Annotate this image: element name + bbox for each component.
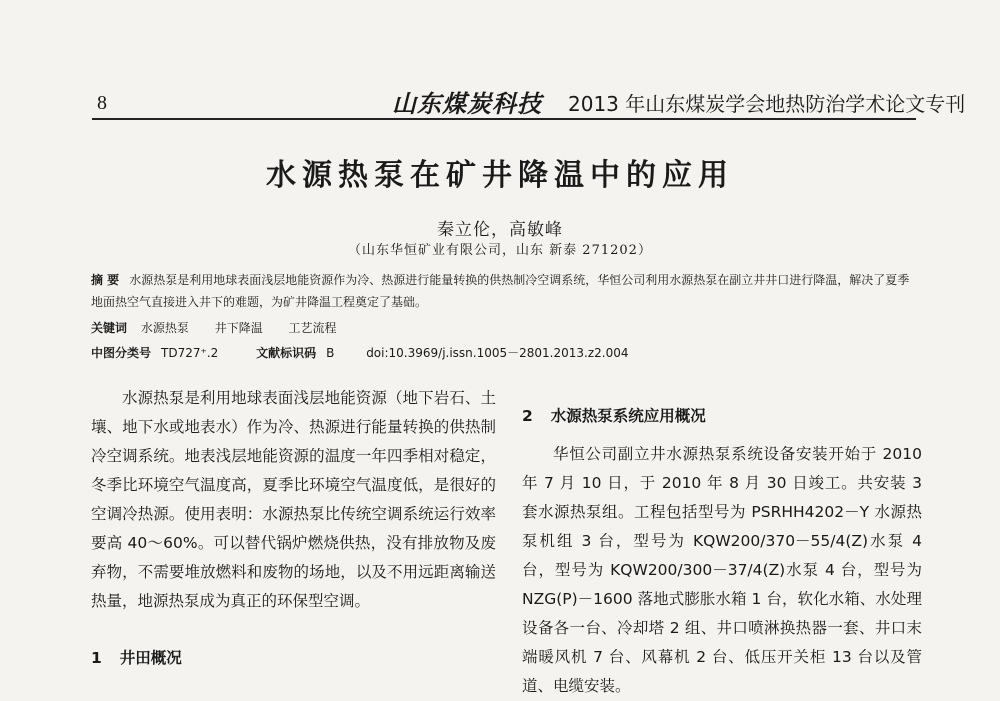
affiliation: （山东华恒矿业有限公司，山东 新泰 271202） [348,243,652,258]
section-2-paragraph: 华恒公司副立井水源热泵系统设备安装开始于 2010 年 7 月 10 日，于 2010 年 8 月 30 日竣工。共安装 3 套水源热泵组。工程包括型号为 PSRHH4202－Y 水源热泵机组 3 台，型号为 KQW200/370－55/4(Z)水泵 4 台，型号为 KQW200/300－37/4(Z)水泵 4 台，型号为 NZG(P)－1600 落地式膨胀水箱 1 台，软化水箱、水处理设备各一台、冷却塔 2 组、井口喷淋换热器一套、井口末端暖风机 7 台、风幕机 2 台、低压开关柜 13 台以及管道、电缆安装。 [522,445,922,695]
keywords-label: 关键词 [91,321,128,335]
keyword: 水源热泵 [140,321,189,335]
clc-value: TD727⁺.2 [161,346,219,360]
abstract-text: 水源热泵是利用地球表面浅层地能资源作为冷、热源进行能量转换的供热制冷空调系统，华恒公司利用水源热泵在副立井井口进行降温，解决了夏季地面热空气直接进入井下的难题，为矿井降温工程奠定了基础。 [91,273,910,309]
section-number: 2 [522,407,533,425]
left-column [91,384,496,616]
section-title: 水源热泵系统应用概况 [550,407,706,425]
classification-line [91,344,629,361]
intro-paragraph: 水源热泵是利用地球表面浅层地能资源（地下岩石、土壤、地下水或地表水）作为冷、热源进行能量转换的供热制冷空调系统。地表浅层地能资源的温度一年四季相对稳定，冬季比环境空气温度高，夏季比环境空气温度低，是很好的空调冷热源。使用表明：水源热泵比传统空调系统运行效率要高 40～60%。可以替代锅炉燃烧供热，没有排放物及废弃物，不需要堆放燃料和废物的场地，以及不用远距离输送热量，地源热泵成为真正的环保型空调。 [91,389,496,610]
keyword: 井下降温 [214,321,263,335]
page-number: 8 [97,92,107,114]
journal-logo: 山东煤炭科技 [392,89,542,118]
clc-label: 中图分类号 [91,346,152,360]
authors: 秦立伦，高敏峰 [437,220,563,240]
abstract [91,269,917,313]
header-rule [92,118,916,120]
keyword: 工艺流程 [288,321,337,335]
section-number: 1 [91,649,102,667]
section-title: 井田概况 [119,649,182,667]
doi: doi:10.3969/j.issn.1005－2801.2013.z2.004 [366,346,629,360]
keywords-line [91,319,337,336]
doc-code-value: B [326,346,335,360]
doc-code-label: 文献标识码 [256,346,317,360]
running-header: 2013 年山东煤炭学会地热防治学术论文专刊 [568,92,966,116]
abstract-label: 摘 要 [91,273,120,287]
section-1-heading [91,646,182,668]
paper-title: 水源热泵在矿井降温中的应用 [266,158,734,193]
right-column [522,440,922,701]
section-2-heading [522,404,706,426]
